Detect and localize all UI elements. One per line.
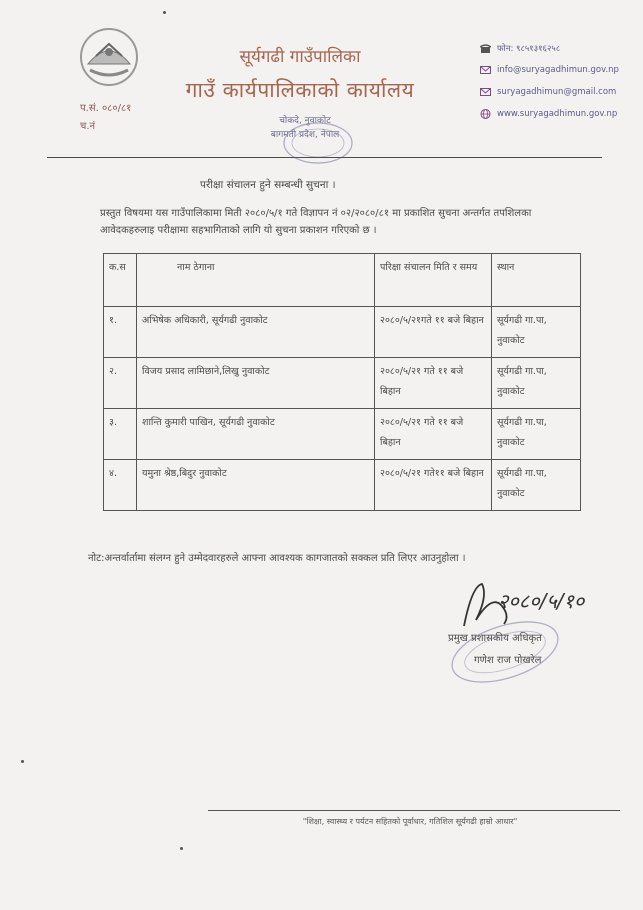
- notice-subject: परीक्षा संचालन हुने सम्बन्धी सुचना ।: [200, 179, 336, 191]
- footer-slogan: "शिक्षा, स्वास्थ्य र पर्यटन सहितको पूर्वाधार, गतिशिल सूर्यगढी हाम्रो आधार": [302, 817, 518, 826]
- contact-email-1: [480, 65, 619, 75]
- cell-venue: सूर्यगढी गा.पा, नुवाकोट: [492, 409, 581, 460]
- office-name: सूर्यगढी गाउँपालिका: [239, 47, 361, 67]
- cell-datetime: २०८०/५/२१गते ११ बजे बिहान: [375, 307, 492, 358]
- note-text: नोट:अन्तर्वार्तामा संलग्न हुने उम्मेदवारहरुले आफ्ना आवश्यक कागजातको सक्कल प्रति लिएर आउनुहोला ।: [88, 553, 466, 564]
- table-row: [104, 409, 581, 460]
- cell-name: शान्ति कुमारी पाखिन, सूर्यगढी नुवाकोट: [137, 409, 375, 460]
- signature-date: २०८०/५/१०: [498, 589, 585, 613]
- col-header-sn: क.स: [104, 254, 137, 307]
- table-header-row: [104, 254, 581, 307]
- notice-body: प्रस्तुत विषयमा यस गाउँपालिकामा मिती २०८०/५/१ गते विज्ञापन नं ०२/२०८०/८१ मा प्रकाशित सुचना अन्तर्गत तपशिलका आवेदकहरुलाइ परीक्षामा सहभागिताको लागि यो सुचना प्रकाशन गरिएको छ ।: [100, 208, 532, 236]
- table-row: [104, 358, 581, 409]
- contact-email-2: [480, 87, 616, 97]
- cell-venue: सूर्यगढी गा.पा, नुवाकोट: [492, 358, 581, 409]
- table-row: [104, 460, 581, 511]
- cell-venue: सूर्यगढी गा.पा, नुवाकोट: [492, 307, 581, 358]
- cell-name: अभिषेक अधिकारी, सूर्यगढी नुवाकोट: [137, 307, 375, 358]
- scan-speck: [180, 847, 183, 850]
- candidates-table: [103, 253, 581, 511]
- office-subtitle: गाउँ कार्यपालिकाको कार्यालय: [185, 78, 415, 102]
- table-row: [104, 307, 581, 358]
- col-header-venue: स्थान: [492, 254, 581, 307]
- address-line-2: बागमती प्रदेश, नेपाल: [270, 130, 340, 140]
- cell-datetime: २०८०/५/२१ गते ११ बजे बिहान: [375, 358, 492, 409]
- nepal-emblem-icon: [78, 26, 140, 88]
- col-header-name: नाम ठेगाना: [137, 254, 375, 307]
- handwritten-signature: [458, 576, 598, 632]
- signer-name: गणेश राज पोखरेल: [474, 655, 542, 666]
- header-divider: [47, 157, 602, 158]
- cell-venue: सूर्यगढी गा.पा, नुवाकोट: [492, 460, 581, 511]
- email-2-text[interactable]: suryagadhimun@gmail.com: [497, 87, 617, 97]
- envelope-icon: [480, 87, 491, 97]
- globe-icon: [480, 109, 491, 119]
- cell-sn: ३.: [104, 409, 137, 460]
- cell-sn: ४.: [104, 460, 137, 511]
- contact-phone: [480, 43, 560, 54]
- dispatch-number: च.नं: [80, 121, 96, 132]
- cell-name: विजय प्रसाद लामिछाने,लिखु नुवाकोट: [137, 358, 375, 409]
- reference-number: प.सं. ०८०/८१: [80, 103, 132, 114]
- footer-divider: [208, 810, 620, 811]
- phone-icon: [480, 44, 491, 54]
- cell-sn: १.: [104, 307, 137, 358]
- office-stamp: [268, 118, 368, 168]
- phone-text: फोन: ९८५१३१६२५८: [497, 44, 561, 54]
- address-line-1: चोकदे, नुवाकोट: [279, 116, 331, 126]
- cell-sn: २.: [104, 358, 137, 409]
- envelope-icon: [480, 65, 491, 75]
- cell-datetime: २०८०/५/२१ गते११ बजे बिहान: [375, 460, 492, 511]
- email-1-text[interactable]: info@suryagadhimun.gov.np: [497, 65, 619, 75]
- col-header-datetime: परिक्षा संचालन मिति र समय: [375, 254, 492, 307]
- cell-name: यमुना श्रेष्ठ,बिदुर नुवाकोट: [137, 460, 375, 511]
- contact-website: [480, 109, 617, 119]
- scan-speck: [21, 760, 24, 763]
- signer-title: प्रमुख प्रशासकीय अधिकृत: [448, 633, 542, 644]
- website-text[interactable]: www.suryagadhimun.gov.np: [497, 109, 618, 119]
- cell-datetime: २०८०/५/२१ गते ११ बजे बिहान: [375, 409, 492, 460]
- scan-speck: [163, 11, 166, 14]
